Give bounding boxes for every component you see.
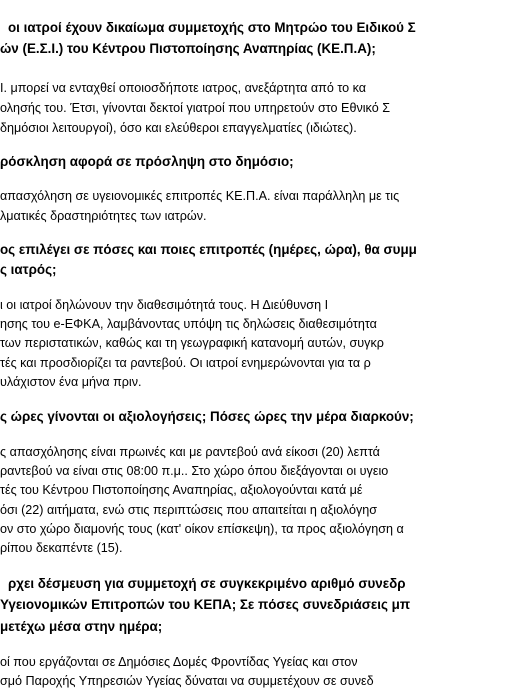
answer-text: ραντεβού να είναι στις 08:00 π.μ.. Στο χώρο όπου διεξάγονται οι υγειο — [0, 464, 389, 478]
answer-text: των περιστατικών, καθώς και τη γεωγραφική κατανομή αυτών, συγκρ — [0, 336, 384, 350]
answer-text: απασχόληση σε υγειονομικές επιτροπές ΚΕ.Π.Α. είναι παράλληλη με τις — [0, 189, 400, 203]
question-heading: ος επιλέγει σε πόσες και ποιες επιτροπές (ημέρες, ώρα), θα συμμ — [0, 242, 417, 257]
answer-text: Ι. μπορεί να ενταχθεί οποιοσδήποτε ιατρος, ανεξάρτητα από το κα — [0, 81, 367, 95]
question-heading: ρχει δέσμευση για συμμετοχή σε συγκεκριμένο αριθμό συνεδρ — [8, 576, 406, 591]
question-heading: μετέχω μέσα στην ημέρα; — [0, 619, 163, 634]
answer-text: τές και προσδιορίζει τα ραντεβού. Οι ιατροί ενημερώνονται για τα ρ — [0, 356, 371, 370]
answer-text: ρίπου δεκαπέντε (15). — [0, 541, 123, 555]
question-heading: ς ιατρός; — [0, 262, 57, 277]
answer-text: τές του Κέντρου Πιστοποίησης Αναπηρίας, αξιολογούνται κατά μέ — [0, 483, 363, 497]
question-heading: οι ιατροί έχουν δικαίωμα συμμετοχής στο Μητρώο του Ειδικού Σ — [8, 20, 416, 35]
question-heading: ών (Ε.Σ.Ι.) του Κέντρου Πιστοποίησης Αναπηρίας (ΚΕ.Π.Α); — [0, 41, 376, 56]
answer-text: λματικές δραστηριότητες των ιατρών. — [0, 209, 207, 223]
answer-text: ι οι ιατροί δηλώνουν την διαθεσιμότητά τους. Η Διεύθυνση Ι — [0, 298, 329, 312]
answer-text: υλάχιστον ένα μήνα πριν. — [0, 375, 142, 389]
answer-text: σμό Παροχής Υπηρεσιών Υγείας δύναται να συμμετέχουν σε συνεδ — [0, 674, 374, 688]
answer-text: όσι (22) αιτήματα, ενώ στις περιπτώσεις που απαιτείται η αξιολόγησ — [0, 503, 378, 517]
question-heading: ρόσκληση αφορά σε πρόσληψη στο δημόσιο; — [0, 154, 294, 169]
answer-text: ς απασχόλησης είναι πρωινές και με ραντεβού ανά είκοσι (20) λεπτά — [0, 445, 380, 459]
question-heading: ς ώρες γίνονται οι αξιολογήσεις; Πόσες ώρες την μέρα διαρκούν; — [0, 409, 414, 424]
answer-text: ολησής του. Έτσι, γίνονται δεκτοί γιατροί που υπηρετούν στο Εθνικό Σ — [0, 101, 390, 115]
answer-text: δημόσιοι λειτουργοί), όσο και ελεύθεροι επαγγελματίες (ιδιώτες). — [0, 121, 357, 135]
question-heading: Υγειονομικών Επιτροπών του ΚΕΠΑ; Σε πόσες συνεδριάσεις μπ — [0, 597, 411, 612]
answer-text: οί που εργάζονται σε Δημόσιες Δομές Φροντίδας Υγείας και στον — [0, 655, 358, 669]
answer-text: ησης του e-ΕΦΚΑ, λαμβάνοντας υπόψη τις δηλώσεις διαθεσιμότητα — [0, 317, 377, 331]
answer-text: ον στο χώρο διαμονής τους (κατ' οίκον επίσκεψη), τα προς αξιολόγηση α — [0, 522, 404, 536]
